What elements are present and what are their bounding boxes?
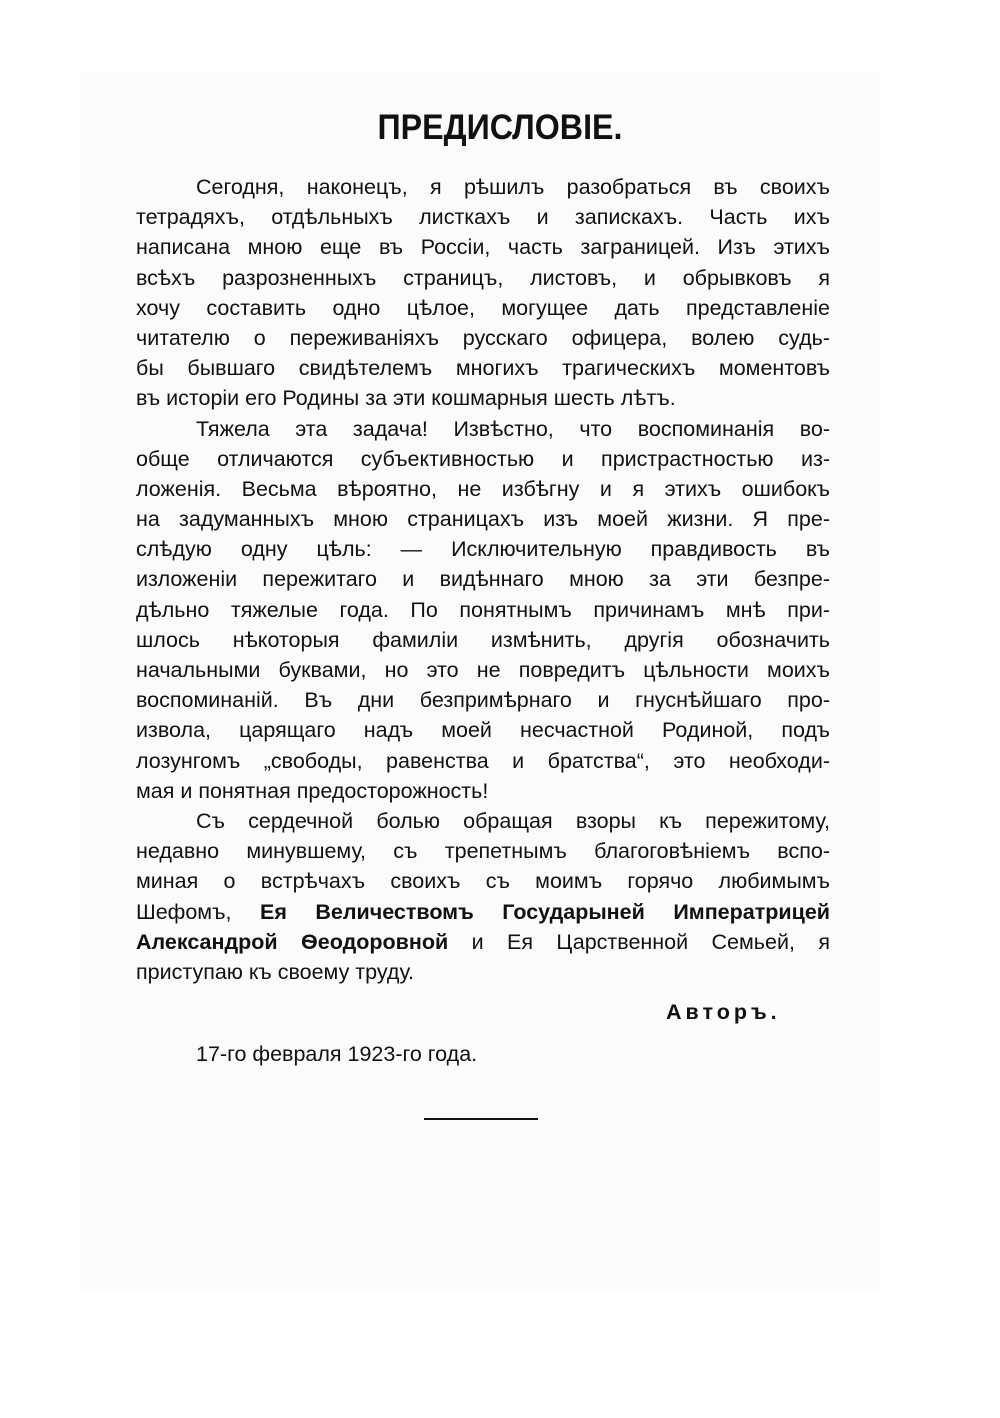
- text-line: лозунгомъ „свободы, равенства и братства“, это необходи-: [136, 748, 830, 773]
- text-line: Тяжела эта задача! Извѣстно, что воспоминанія во-: [196, 416, 830, 441]
- text-line: шлось нѣкоторыя фамиліи измѣнить, другія обозначить: [136, 627, 830, 652]
- text-line: извола, царящаго надъ моей несчастной Родиной, подъ: [136, 718, 830, 743]
- text-line: недавно минувшему, съ трепетнымъ благоговѣніемъ вспо-: [136, 839, 830, 864]
- text-line: въ исторіи его Родины за эти кошмарныя шесть лѣтъ.: [136, 386, 676, 411]
- text-line: бы бывшаго свидѣтелемъ многихъ трагическихъ моментовъ: [136, 356, 830, 381]
- text-fragment: и Ея Царственной Семьей, я: [471, 929, 830, 954]
- text-line: изложеніи пережитаго и видѣннаго мною за эти безпре-: [136, 567, 830, 592]
- text-line: слѣдую одну цѣль: — Исключительную правдивость въ: [136, 537, 830, 562]
- bold-text-fragment: Александрой Ѳеодоровной: [136, 929, 449, 954]
- text-line: хочу составить одно цѣлое, могущее дать представленіе: [136, 295, 830, 320]
- closing-rule: [424, 1118, 538, 1120]
- text-line: начальными буквами, но это не повредитъ цѣльности моихъ: [136, 658, 830, 682]
- text-line: написана мною еще въ Россіи, часть заграницей. Изъ этихъ: [136, 235, 830, 260]
- text-line: приступаю къ своему труду.: [136, 959, 415, 984]
- text-line-bold-mixed: [136, 897, 830, 927]
- text-line: воспоминаній. Въ дни безпримѣрнаго и гнуснѣйшаго про-: [136, 688, 830, 713]
- text-line: Сегодня, наконецъ, я рѣшилъ разобраться въ своихъ: [196, 175, 830, 199]
- text-line: на задуманныхъ мною страницахъ изъ моей жизни. Я пре-: [136, 507, 830, 532]
- text-line: всѣхъ разрозненныхъ страницъ, листовъ, и обрывковъ я: [136, 265, 830, 290]
- text-line-bold-mixed: [136, 927, 830, 957]
- text-line: читателю о переживаніяхъ русскаго офицера, волею судь-: [136, 325, 830, 350]
- text-line: дѣльно тяжелые года. По понятнымъ причинамъ мнѣ при-: [136, 597, 830, 622]
- text-line: мая и понятная предосторожность!: [136, 778, 489, 803]
- text-fragment: Шефомъ,: [136, 899, 232, 924]
- text-line: ложенія. Весьма вѣроятно, не избѣгну и я этихъ ошибокъ: [136, 476, 830, 501]
- text-line: обще отличаются субъективностью и пристрастностью из-: [136, 446, 830, 471]
- text-line: Съ сердечной болью обращая взоры къ пережитому,: [196, 808, 830, 833]
- text-line: миная о встрѣчахъ своихъ съ моимъ горячо любимымъ: [136, 869, 830, 894]
- author-signature: Авторъ.: [666, 1000, 781, 1024]
- preface-body: [136, 172, 830, 987]
- text-line: тетрадяхъ, отдѣльныхъ листкахъ и запискахъ. Часть ихъ: [136, 205, 830, 230]
- date-line: 17-го февраля 1923-го года.: [196, 1042, 478, 1066]
- page-title: ПРЕДИСЛОВІЕ.: [377, 108, 623, 147]
- bold-text-fragment: Ея Величествомъ Государыней Императрицей: [260, 899, 830, 924]
